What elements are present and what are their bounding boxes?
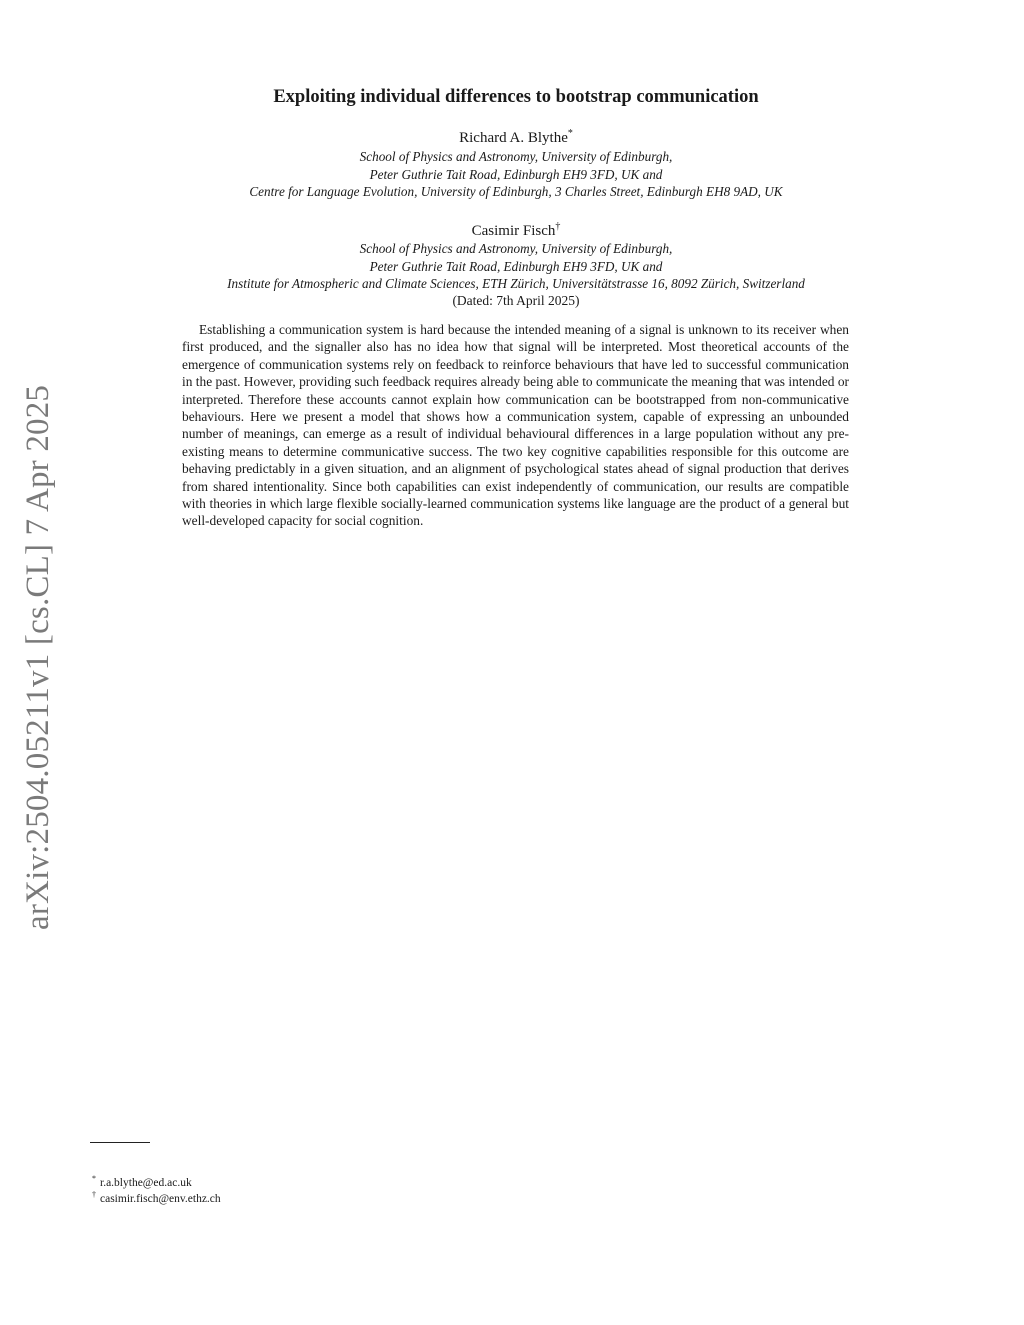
- affiliation-line: School of Physics and Astronomy, University of Edinburgh,: [359, 149, 673, 164]
- footnote-email: casimir.fisch@env.ethz.ch: [100, 1192, 221, 1205]
- affiliation-line: Centre for Language Evolution, University of Edinburgh, 3 Charles Street, Edinburgh EH8 9AD, UK: [249, 184, 783, 199]
- affiliation-line: Institute for Atmospheric and Climate Sciences, ETH Zürich, Universitätstrasse 16, 8092 Zürich, Switzerland: [227, 276, 805, 291]
- affiliation-line: Peter Guthrie Tait Road, Edinburgh EH9 3FD, UK and: [369, 166, 663, 182]
- affiliation-line: Peter Guthrie Tait Road, Edinburgh EH9 3FD, UK and: [369, 258, 663, 274]
- author-footnote-mark: *: [567, 128, 573, 139]
- arxiv-side-stamp: arXiv:2504.05211v1 [cs.CL] 7 Apr 2025: [20, 384, 56, 930]
- footnote: [92, 1174, 192, 1189]
- author-name: [0, 221, 1024, 240]
- author-affiliation: [0, 240, 1024, 293]
- paper-title: Exploiting individual differences to bootstrap communication: [273, 87, 759, 107]
- dated-line: (Dated: 7th April 2025): [452, 293, 580, 308]
- affiliation-line: School of Physics and Astronomy, University of Edinburgh,: [359, 241, 673, 256]
- footnote-mark: †: [92, 1190, 96, 1199]
- author-affiliation: [0, 148, 1024, 201]
- footnote-email: r.a.blythe@ed.ac.uk: [100, 1176, 192, 1189]
- footnote-divider: [90, 1142, 150, 1143]
- footnote: [92, 1190, 221, 1205]
- author-name: [0, 128, 1024, 147]
- author-name-text: Richard A. Blythe: [459, 130, 568, 146]
- footnote-mark: *: [92, 1174, 96, 1183]
- author-name-text: Casimir Fisch: [471, 223, 556, 239]
- author-footnote-mark: †: [555, 221, 561, 232]
- abstract: Establishing a communication system is hard because the intended meaning of a signal is unknown to its receiver when first produced, and the signaller also has no idea how that signal will be interpreted. Most theoretical accounts of the emergence of communication systems rely on feedback to reinforce behaviours that have led to successful communication in the past. However, providing such feedback requires already being able to communicate the meaning that was intended or interpreted. Therefore these accounts cannot explain how communication can be bootstrapped from non-communicative behaviours. Here we present a model that shows how a communication system, capable of expressing an unbounded number of meanings, can emerge as a result of individual behavioural differences in a large population without any pre-existing means to determine communicative success. The two key cognitive capabilities responsible for this outcome are behaving predictably in a given situation, and an alignment of psychological states ahead of signal production that derives from shared intentionality. Since both capabilities can exist independently of communication, our results are compatible with theories in which large flexible socially-learned communication systems like language are the product of a general but well-developed capacity for social cognition.: [182, 322, 849, 529]
